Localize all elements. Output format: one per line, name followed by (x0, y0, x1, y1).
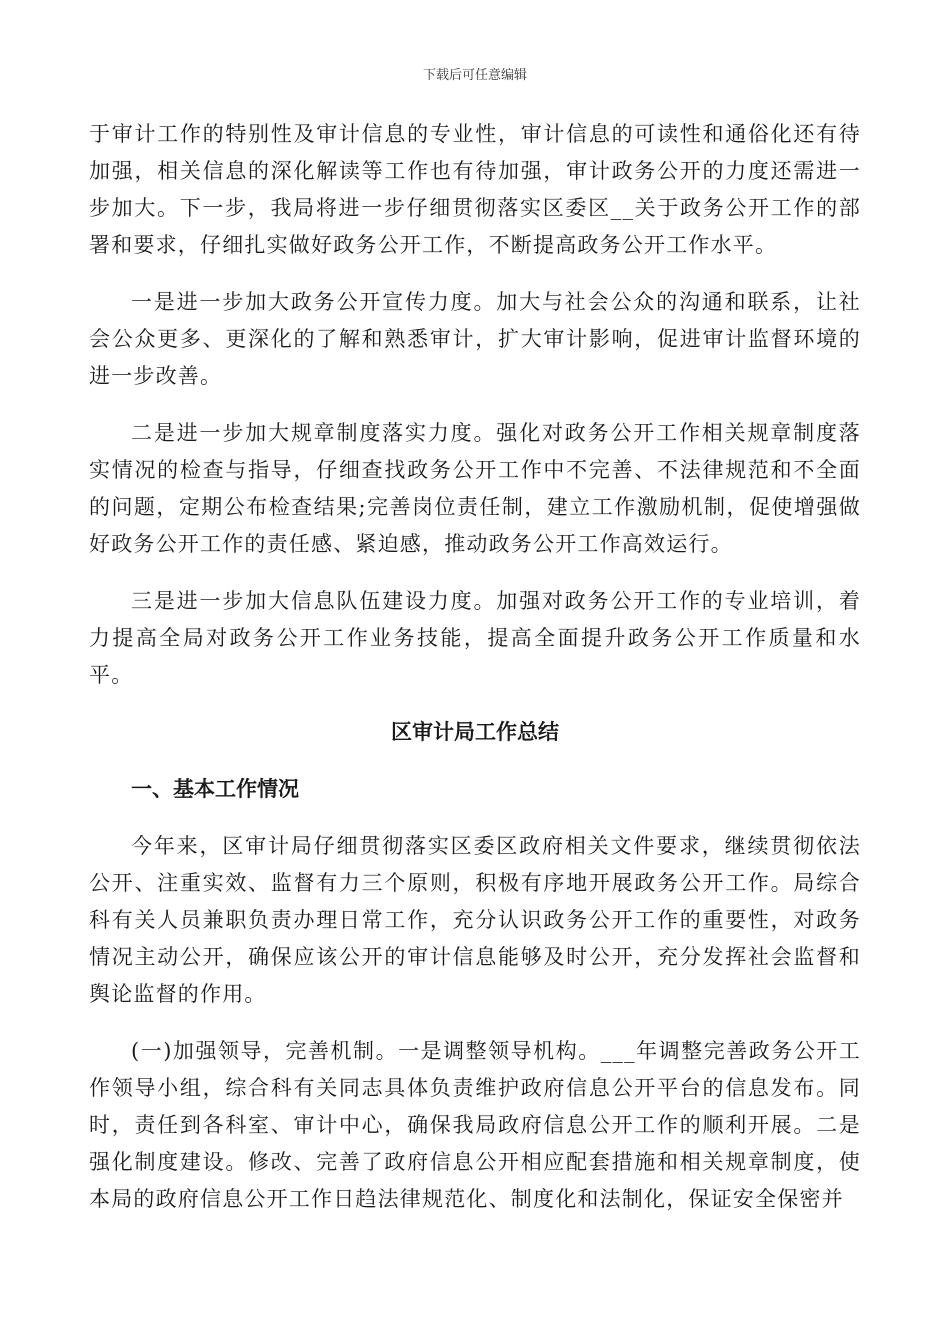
paragraph-publicity: 一是进一步加大政务公开宣传力度。加大与社会公众的沟通和联系，让社会公众更多、更深化的了解和熟悉审计，扩大审计影响，促进审计监督环境的进一步改善。 (89, 290, 861, 388)
page-header: 下载后可任意编辑 (422, 68, 527, 83)
document-title: 区审计局工作总结 (391, 720, 559, 744)
paragraph-overview: 今年来，区审计局仔细贯彻落实区委区政府相关文件要求，继续贯彻依法公开、注重实效、监督有力三个原则，积极有序地开展政务公开工作。局综合科有关人员兼职负责办理日常工作，充分认识政务公开工作的重要性，对政务情况主动公开，确保应该公开的审计信息能够及时公开，充分发挥社会监督和舆论监督的作用。 (89, 834, 861, 1006)
paragraph-regulations: 二是进一步加大规章制度落实力度。强化对政务公开工作相关规章制度落实情况的检查与指导，仔细查找政务公开工作中不完善、不法律规范和不全面的问题，定期公布检查结果;完善岗位责任制，建立工作激励机制，促使增强做好政务公开工作的责任感、紧迫感，推动政务公开工作高效运行。 (89, 421, 861, 556)
document-body (89, 116, 861, 1238)
paragraph-continuation: 于审计工作的特别性及审计信息的专业性，审计信息的可读性和通俗化还有待加强，相关信息的深化解读等工作也有待加强，审计政务公开的力度还需进一步加大。下一步，我局将进一步仔细贯彻落实区委区__关于政务公开工作的部署和要求，仔细扎实做好政务公开工作，不断提高政务公开工作水平。 (89, 122, 861, 257)
paragraph-team-building: 三是进一步加大信息队伍建设力度。加强对政务公开工作的专业培训，着力提高全局对政务公开工作业务技能，提高全面提升政务公开工作质量和水平。 (89, 589, 861, 687)
paragraph-leadership: (一)加强领导，完善机制。一是调整领导机构。___年调整完善政务公开工作领导小组，综合科有关同志具体负责维护政府信息公开平台的信息发布。同时，责任到各科室、审计中心，确保我局政府信息公开工作的顺利开展。二是强化制度建设。修改、完善了政府信息公开相应配套措施和相关规章制度，使本局的政府信息公开工作日趋法律规范化、制度化和法制化，保证安全保密并 (89, 1039, 861, 1211)
section-heading: 一、基本工作情况 (131, 777, 299, 801)
